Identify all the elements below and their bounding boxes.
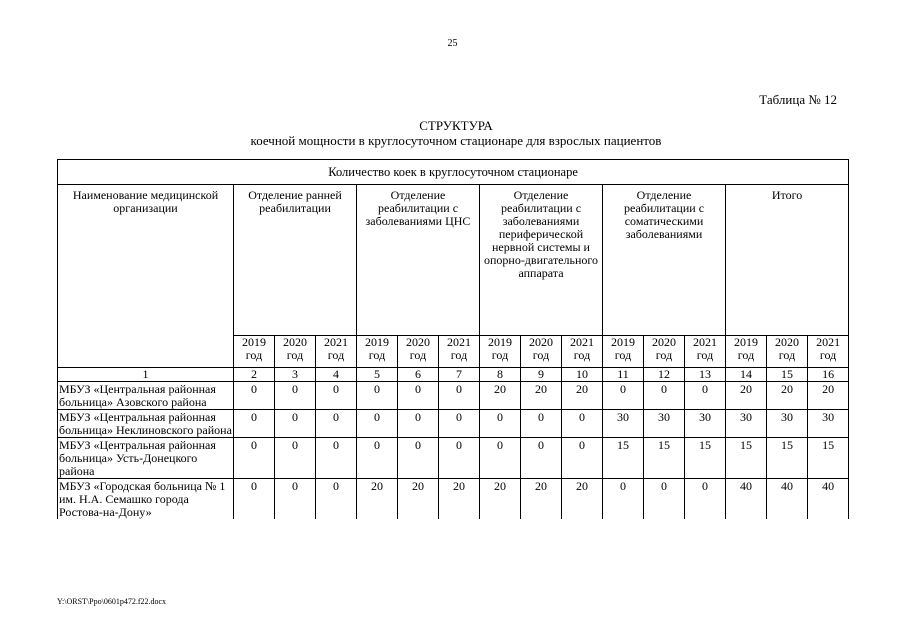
bed-count-cell: 20 bbox=[521, 479, 562, 520]
year-value: 2019 bbox=[488, 335, 512, 349]
bed-capacity-table bbox=[57, 159, 849, 519]
department-group-header: Отделение реабилитации с заболеваниями ЦНС bbox=[357, 185, 480, 336]
column-number: 3 bbox=[275, 368, 316, 382]
bed-count-cell: 0 bbox=[275, 438, 316, 479]
bed-count-cell: 30 bbox=[726, 410, 767, 438]
bed-count-cell: 0 bbox=[521, 438, 562, 479]
column-number: 1 bbox=[58, 368, 234, 382]
year-unit: год bbox=[655, 348, 673, 362]
department-group-header: Отделение реабилитации с заболеваниями периферической нервной системы и опорно-двигательного аппарата bbox=[480, 185, 603, 336]
department-group-header: Отделение реабилитации с соматическими заболеваниями bbox=[603, 185, 726, 336]
year-value: 2021 bbox=[816, 335, 841, 349]
bed-count-cell: 0 bbox=[398, 438, 439, 479]
year-header bbox=[808, 336, 849, 368]
year-value: 2020 bbox=[529, 335, 553, 349]
org-column-header: Наименование медицинской организации bbox=[58, 185, 234, 368]
organization-name: МБУЗ «Центральная районная больница» Азовского района bbox=[58, 382, 234, 410]
year-unit: год bbox=[368, 348, 386, 362]
bed-count-cell: 0 bbox=[398, 410, 439, 438]
year-value: 2021 bbox=[447, 335, 471, 349]
bed-count-cell: 0 bbox=[480, 438, 521, 479]
column-number: 15 bbox=[767, 368, 808, 382]
year-header bbox=[603, 336, 644, 368]
file-path-footer: Y:\ORST\Ppo\0601p472.f22.docx bbox=[57, 597, 167, 606]
table-top-header: Количество коек в круглосуточном стационаре bbox=[58, 160, 849, 185]
document-title: СТРУКТУРА bbox=[419, 118, 493, 133]
year-header bbox=[521, 336, 562, 368]
year-unit: год bbox=[696, 348, 714, 362]
year-value: 2020 bbox=[283, 335, 307, 349]
bed-count-cell: 40 bbox=[808, 479, 849, 520]
bed-count-cell: 20 bbox=[726, 382, 767, 410]
year-header bbox=[439, 336, 480, 368]
column-number: 11 bbox=[603, 368, 644, 382]
bed-count-cell: 40 bbox=[767, 479, 808, 520]
year-header bbox=[316, 336, 357, 368]
bed-count-cell: 0 bbox=[480, 410, 521, 438]
year-value: 2019 bbox=[365, 335, 389, 349]
bed-count-cell: 0 bbox=[439, 382, 480, 410]
bed-count-cell: 0 bbox=[275, 382, 316, 410]
bed-count-cell: 20 bbox=[398, 479, 439, 520]
bed-count-cell: 20 bbox=[357, 479, 398, 520]
bed-count-cell: 20 bbox=[562, 479, 603, 520]
department-group-header: Отделение ранней реабилитации bbox=[234, 185, 357, 336]
year-value: 2021 bbox=[570, 335, 594, 349]
column-number: 14 bbox=[726, 368, 767, 382]
bed-count-cell: 0 bbox=[234, 479, 275, 520]
document-title-block bbox=[0, 118, 905, 148]
organization-name: МБУЗ «Центральная районная больница» Неклиновского района bbox=[59, 410, 232, 437]
column-number: 7 bbox=[439, 368, 480, 382]
year-unit: год bbox=[450, 348, 468, 362]
year-unit: год bbox=[819, 348, 837, 362]
bed-count-cell: 30 bbox=[808, 410, 849, 438]
bed-count-cell: 15 bbox=[808, 438, 849, 479]
bed-count-cell: 15 bbox=[603, 438, 644, 479]
year-header bbox=[685, 336, 726, 368]
table-row bbox=[58, 410, 849, 438]
bed-count-cell: 0 bbox=[275, 410, 316, 438]
bed-count-cell: 0 bbox=[316, 438, 357, 479]
column-number: 8 bbox=[480, 368, 521, 382]
year-unit: год bbox=[245, 348, 263, 362]
column-number: 12 bbox=[644, 368, 685, 382]
bed-count-cell: 0 bbox=[439, 410, 480, 438]
year-unit: год bbox=[778, 348, 796, 362]
department-group-header: Итого bbox=[726, 185, 849, 336]
year-unit: год bbox=[614, 348, 632, 362]
year-value: 2020 bbox=[652, 335, 676, 349]
bed-count-cell: 15 bbox=[685, 438, 726, 479]
year-header bbox=[726, 336, 767, 368]
column-number: 4 bbox=[316, 368, 357, 382]
document-subtitle: коечной мощности в круглосуточном стационаре для взрослых пациентов bbox=[250, 133, 662, 148]
table-label: Таблица № 12 bbox=[759, 92, 837, 107]
bed-count-cell: 30 bbox=[644, 410, 685, 438]
column-number: 5 bbox=[357, 368, 398, 382]
bed-count-cell: 0 bbox=[357, 438, 398, 479]
year-value: 2020 bbox=[775, 335, 799, 349]
bed-count-cell: 0 bbox=[644, 479, 685, 520]
year-value: 2021 bbox=[693, 335, 717, 349]
bed-count-cell: 0 bbox=[234, 438, 275, 479]
bed-count-cell: 20 bbox=[521, 382, 562, 410]
year-unit: год bbox=[532, 348, 550, 362]
bed-count-cell: 0 bbox=[685, 479, 726, 520]
bed-count-cell: 30 bbox=[767, 410, 808, 438]
bed-count-cell: 0 bbox=[521, 410, 562, 438]
bed-count-cell: 0 bbox=[562, 438, 603, 479]
year-header bbox=[275, 336, 316, 368]
page-number: 25 bbox=[447, 38, 458, 49]
bed-count-cell: 15 bbox=[726, 438, 767, 479]
bed-count-cell: 20 bbox=[767, 382, 808, 410]
year-value: 2019 bbox=[242, 335, 266, 349]
bed-count-cell: 40 bbox=[726, 479, 767, 520]
bed-count-cell: 0 bbox=[603, 479, 644, 520]
year-header bbox=[398, 336, 439, 368]
table-row bbox=[58, 479, 849, 520]
bed-count-cell: 0 bbox=[644, 382, 685, 410]
column-number: 16 bbox=[808, 368, 849, 382]
column-number: 13 bbox=[685, 368, 726, 382]
year-header bbox=[644, 336, 685, 368]
bed-count-cell: 30 bbox=[603, 410, 644, 438]
year-header bbox=[234, 336, 275, 368]
year-unit: год bbox=[737, 348, 755, 362]
bed-count-cell: 0 bbox=[275, 479, 316, 520]
year-value: 2020 bbox=[406, 335, 430, 349]
bed-count-cell: 0 bbox=[316, 479, 357, 520]
bed-count-cell: 0 bbox=[234, 410, 275, 438]
bed-count-cell: 20 bbox=[439, 479, 480, 520]
bed-count-cell: 0 bbox=[234, 382, 275, 410]
year-unit: год bbox=[327, 348, 345, 362]
bed-count-cell: 0 bbox=[398, 382, 439, 410]
bed-count-cell: 20 bbox=[808, 382, 849, 410]
bed-count-cell: 0 bbox=[357, 382, 398, 410]
bed-count-cell: 20 bbox=[480, 479, 521, 520]
bed-count-cell: 30 bbox=[685, 410, 726, 438]
organization-name: МБУЗ «Центральная районная больница» Усть-Донецкого района bbox=[58, 438, 234, 479]
bed-count-cell: 0 bbox=[439, 438, 480, 479]
bed-count-cell: 0 bbox=[316, 382, 357, 410]
bed-count-cell: 15 bbox=[767, 438, 808, 479]
column-number: 2 bbox=[234, 368, 275, 382]
column-number: 6 bbox=[398, 368, 439, 382]
year-unit: год bbox=[286, 348, 304, 362]
year-unit: год bbox=[409, 348, 427, 362]
year-unit: год bbox=[491, 348, 509, 362]
bed-count-cell: 20 bbox=[562, 382, 603, 410]
year-header bbox=[357, 336, 398, 368]
bed-count-cell: 20 bbox=[480, 382, 521, 410]
organization-name: МБУЗ «Городская больница № 1 им. Н.А. Семашко города Ростова-на-Дону» bbox=[58, 479, 234, 520]
bed-count-cell: 0 bbox=[603, 382, 644, 410]
year-header bbox=[562, 336, 603, 368]
bed-count-cell: 0 bbox=[357, 410, 398, 438]
column-number: 10 bbox=[562, 368, 603, 382]
year-header bbox=[767, 336, 808, 368]
year-value: 2019 bbox=[611, 335, 635, 349]
column-number: 9 bbox=[521, 368, 562, 382]
bed-count-cell: 15 bbox=[644, 438, 685, 479]
year-header bbox=[480, 336, 521, 368]
year-unit: год bbox=[573, 348, 591, 362]
table-row bbox=[58, 438, 849, 479]
year-value: 2019 bbox=[734, 335, 758, 349]
bed-count-cell: 0 bbox=[316, 410, 357, 438]
table-row bbox=[58, 382, 849, 410]
year-value: 2021 bbox=[324, 335, 348, 349]
bed-count-cell: 0 bbox=[562, 410, 603, 438]
bed-count-cell: 0 bbox=[685, 382, 726, 410]
